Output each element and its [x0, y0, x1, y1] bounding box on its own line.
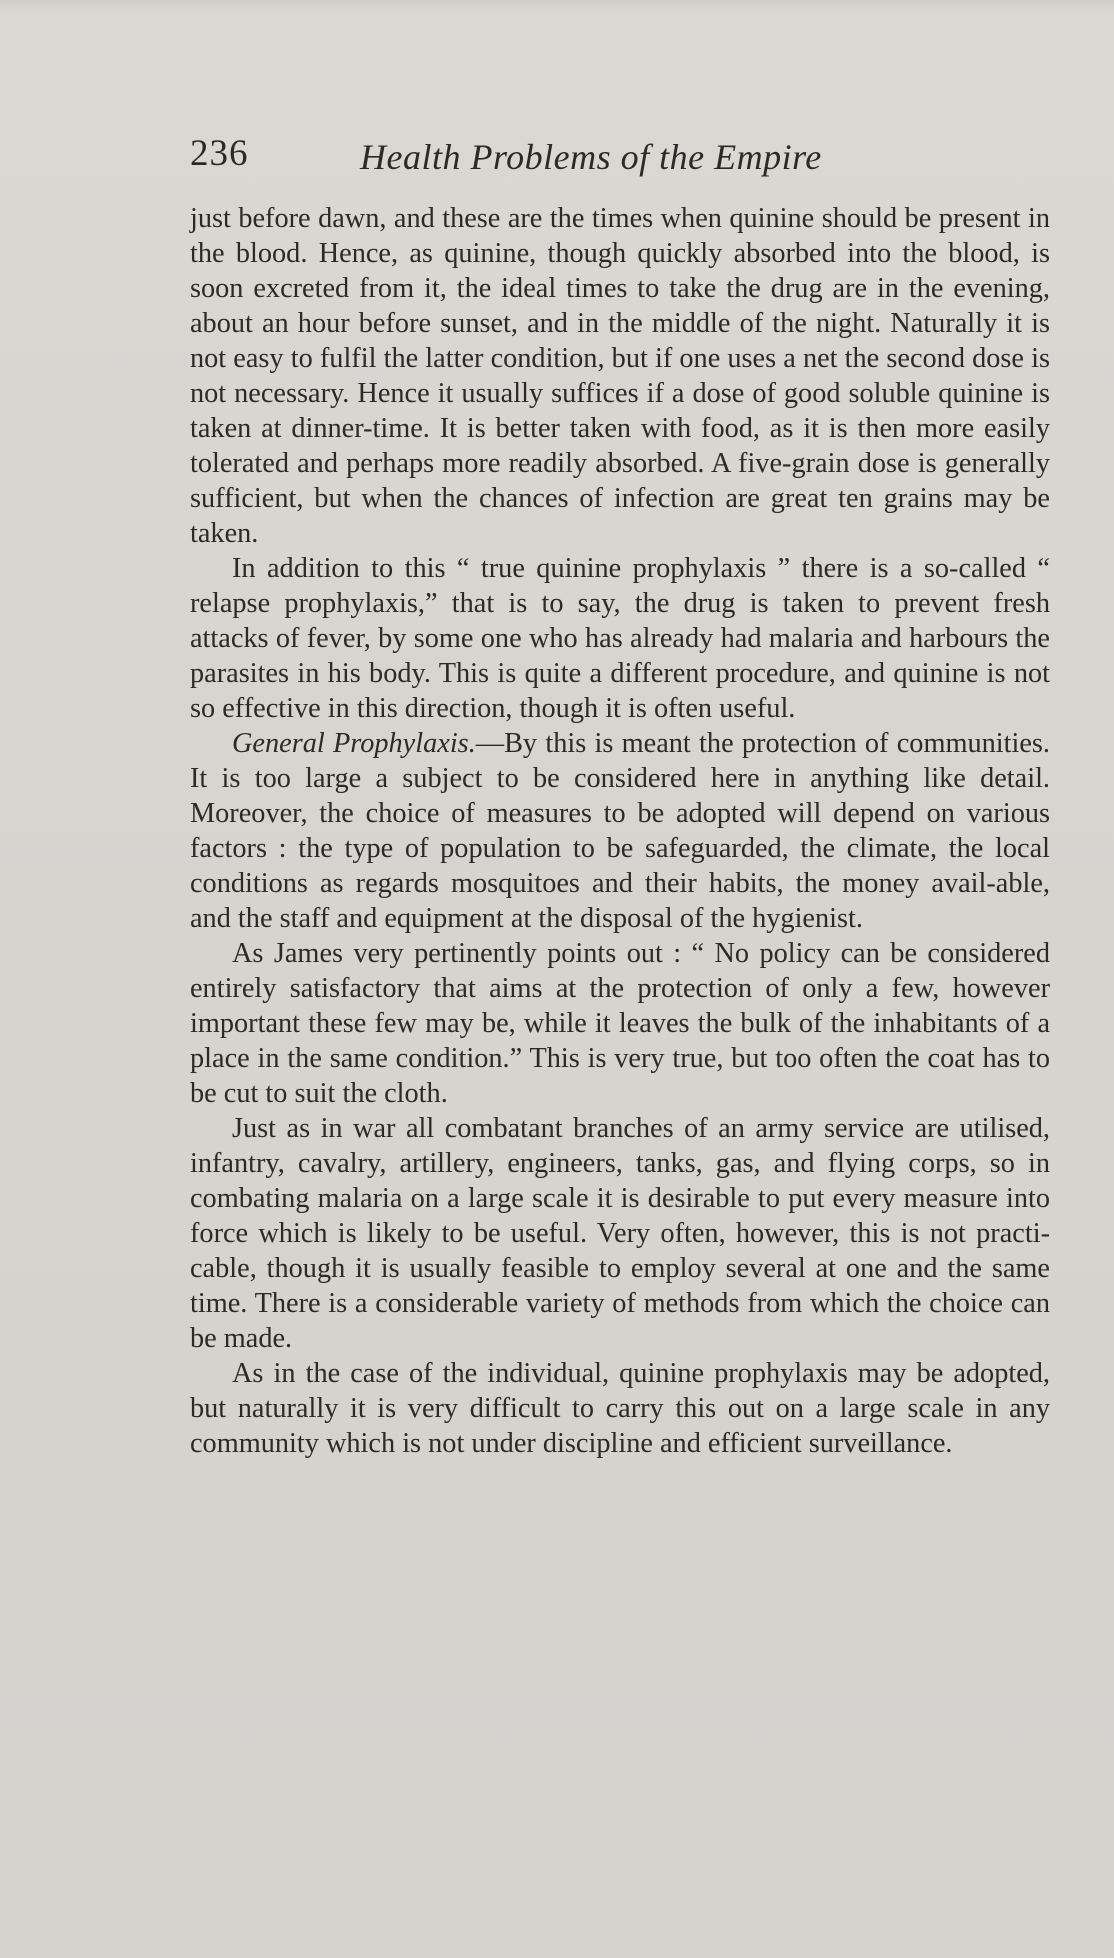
paragraph-general-prophylaxis [190, 726, 1050, 936]
paragraph: As James very pertinently points out : “ No policy can be considered entirely satisfactory that aims at the protection of only a few, however important these few may be, while it leaves the bulk of the inhabitants of a place in the same condition.” This is very true, but too often the coat has to be cut to suit the cloth. [190, 938, 1050, 1109]
page-number: 236 [190, 133, 249, 174]
page-header [190, 132, 1050, 188]
running-title: Health Problems of the Empire [360, 137, 822, 177]
paragraph-text: —By this is meant the protection of communities. It is too large a subject to be considered here in anything like detail. Moreover, the choice of measures to be adopted will depend on various factors : the type of population to be safeguarded, the climate, the local conditions as regards mosquitoes and their habits, the money avail-able, and the staff and equipment at the disposal of the hygienist. [190, 728, 1050, 934]
section-heading: General Prophylaxis. [232, 728, 476, 759]
paragraph: As in the case of the individual, quinine prophylaxis may be adopted, but naturally it is very difficult to carry this out on a large scale in any community which is not under discipline and efficient surveillance. [190, 1358, 1050, 1459]
paragraph-continued: just before dawn, and these are the times when quinine should be present in the blood. Hence, as quinine, though quickly absorbed into the blood, is soon excreted from it, the ideal times to take the drug are in the evening, about an hour before sunset, and in the middle of the night. Naturally it is not easy to fulfil the latter condition, but if one uses a net the second dose is not necessary. Hence it usually suffices if a dose of good soluble quinine is taken at dinner-time. It is better taken with food, as it is then more easily tolerated and perhaps more readily absorbed. A five-grain dose is generally sufficient, but when the chances of infection are great ten grains may be taken. [190, 203, 1050, 549]
body-text [190, 201, 1050, 1461]
paragraph: Just as in war all combatant branches of an army service are utilised, infantry, cavalry, artillery, engineers, tanks, gas, and flying corps, so in combating malaria on a large scale it is desirable to put every measure into force which is likely to be useful. Very often, however, this is not practi-cable, though it is usually feasible to employ several at one and the same time. There is a considerable variety of methods from which the choice can be made. [190, 1113, 1050, 1354]
paragraph: In addition to this “ true quinine prophylaxis ” there is a so-called “ relapse prophylaxis,” that is to say, the drug is taken to prevent fresh attacks of fever, by some one who has already had malaria and harbours the parasites in his body. This is quite a different procedure, and quinine is not so effective in this direction, though it is often useful. [190, 553, 1050, 724]
scan-edge [0, 0, 1114, 14]
